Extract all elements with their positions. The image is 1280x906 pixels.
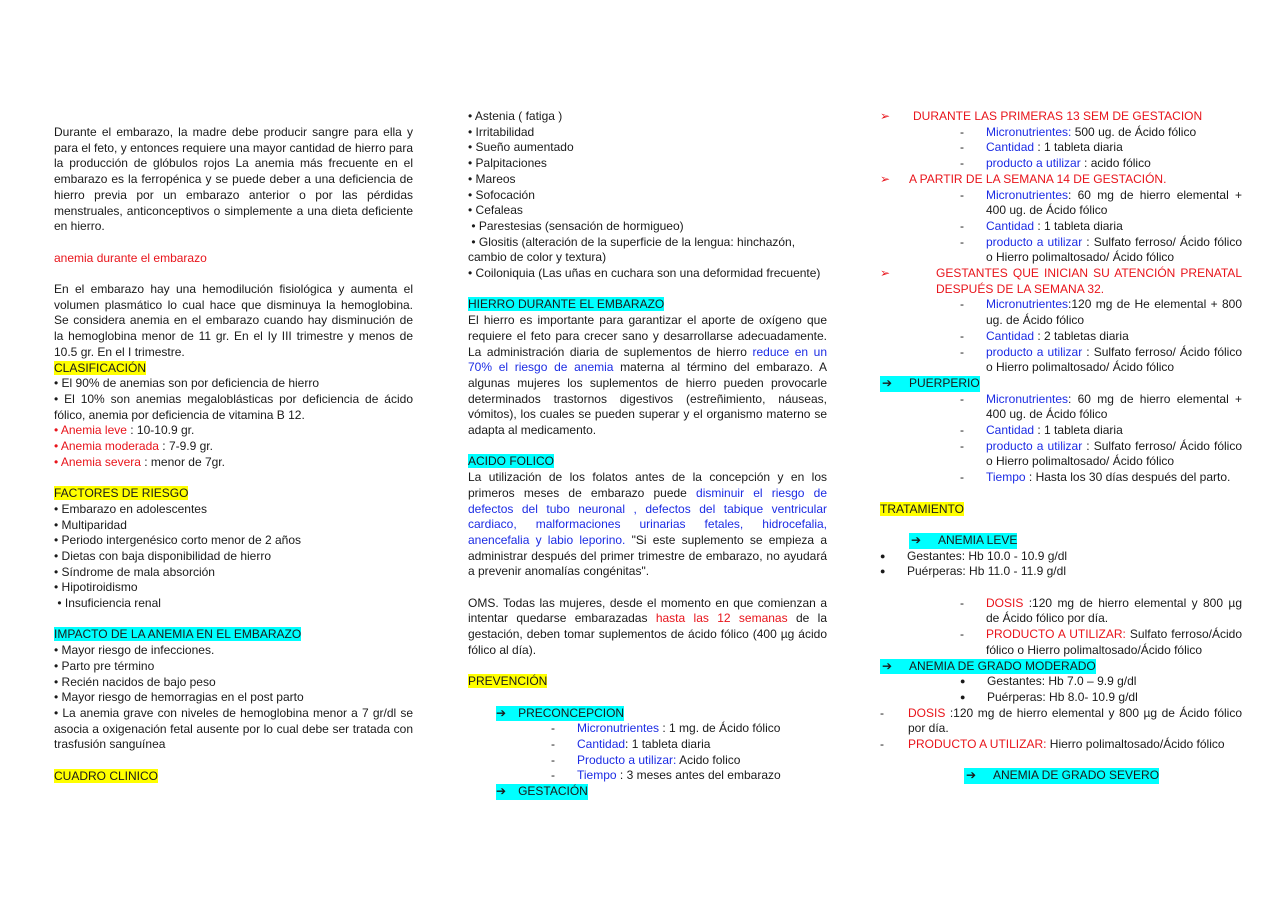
anemia-leve-label: ANEMIA LEVE <box>938 532 1018 547</box>
list-item: - Micronutrientes: 60 mg de hierro elemental + 400 ug. de Ácido fólico <box>960 187 1242 218</box>
list-item: • Multiparidad <box>54 517 127 532</box>
dot-icon: ● <box>960 691 966 702</box>
symptom-item: • Parestesias (sensación de hormigueo) <box>468 218 684 233</box>
tratamiento-heading: TRATAMIENTO <box>880 501 964 516</box>
list-item: • Síndrome de mala absorción <box>54 564 215 579</box>
arrow-right-icon: ➔ <box>496 706 518 722</box>
dash-icon: - <box>551 768 555 783</box>
list-item: • Parto pre término <box>54 658 155 673</box>
dash-icon: - <box>960 234 964 249</box>
anemia-moderado-label: ANEMIA DE GRADO MODERADO <box>909 658 1096 673</box>
dash-icon: - <box>960 297 964 312</box>
dash-icon: - <box>960 156 964 171</box>
dash-icon: - <box>551 752 555 767</box>
gestacion-label: GESTACIÓN <box>518 784 588 799</box>
list-item: - Cantidad : 1 tableta diaria <box>960 423 1123 438</box>
list-item: • Recién nacidos de bajo peso <box>54 674 216 689</box>
dash-icon: - <box>960 328 964 343</box>
intro-paragraph: Durante el embarazo, la madre debe producir sangre para ella y para el feto, y entonces requiere una mayor cantidad de hierro para la producción de glóbulos rojos La anemia más frecuente en el embarazo es la ferropénica y se puede deber a una deficiencia de hierro previa por un embarazo anterior o por las pérdidas menstruales, anticonceptivos o simplemente a una dieta deficiente en hierro. <box>54 125 413 234</box>
factores-heading: FACTORES DE RIESGO <box>54 486 189 501</box>
arrow-right-icon: ➔ <box>880 376 909 392</box>
list-item: - Micronutrientes : 1 mg. de Ácido fólico <box>551 721 781 736</box>
symptom-item: • Palpitaciones <box>468 156 547 171</box>
arrowhead-icon: ➢ <box>880 266 891 281</box>
dash-icon: - <box>960 124 964 139</box>
list-item: ● Gestantes: Hb 10.0 - 10.9 g/dl <box>880 548 1068 563</box>
list-item: ● Puérperas: Hb 8.0- 10.9 g/dl <box>960 689 1138 704</box>
dot-icon: ● <box>880 550 886 561</box>
symptom-item: • Coiloniquia (Las uñas en cuchara son una deformidad frecuente) <box>468 266 821 281</box>
clasificacion-heading: CLASIFICACIÓN <box>54 360 147 375</box>
anemia-severo-row <box>880 768 1242 784</box>
list-item: - DOSIS :120 mg de hierro elemental y 800 µg de Ácido fólico por día. <box>960 595 1242 626</box>
column-3 <box>880 109 1242 784</box>
list-item: - producto a utilizar : Sulfato ferroso/ Ácido fólico o Hierro polimaltosado/ Ácido fólico <box>960 344 1243 375</box>
primeras-heading: ➢ DURANTE LAS PRIMERAS 13 SEM DE GESTACION <box>880 109 1203 123</box>
list-item: - Tiempo : Hasta los 30 días después del parto. <box>960 470 1231 485</box>
severity-name: Anemia severa <box>60 454 141 469</box>
arrow-right-icon: ➔ <box>496 784 518 800</box>
dash-icon: - <box>960 344 964 359</box>
impacto-heading: IMPACTO DE LA ANEMIA EN EL EMBARAZO <box>54 627 302 642</box>
cuadro-clinico-heading: CUADRO CLINICO <box>54 768 159 783</box>
hierro-highlight: reduce en un 70% el riesgo de anemia <box>468 344 827 375</box>
dash-icon: - <box>960 470 964 485</box>
dash-icon: - <box>960 391 964 406</box>
severity-name: Anemia leve <box>60 423 127 438</box>
symptom-item: • Glositis (alteración de la superficie de la lengua: hinchazón, cambio de color y textura) <box>468 234 799 265</box>
list-item: • Periodo intergenésico corto menor de 2 años <box>54 533 302 548</box>
list-item: • Insuficiencia renal <box>54 596 161 611</box>
list-item: • El 90% de anemias son por deficiencia de hierro <box>54 376 320 391</box>
semana14-heading: ➢ A PARTIR DE LA SEMANA 14 DE GESTACIÓN. <box>880 171 1167 186</box>
dash-icon: - <box>960 423 964 438</box>
list-item: - DOSIS :120 mg de hierro elemental y 800 µg de Ácido fólico por día. <box>880 705 1242 736</box>
acido-folico-heading: ACIDO FOLICO <box>468 454 555 469</box>
oms-highlight: hasta las 12 semanas <box>655 611 788 626</box>
list-item: - Cantidad : 2 tabletas diaria <box>960 328 1129 343</box>
list-item: ● Gestantes: Hb 7.0 – 9.9 g/dl <box>960 674 1137 689</box>
column-2 <box>468 109 827 800</box>
symptom-item: • Sofocación <box>468 187 535 202</box>
list-item: • Embarazo en adolescentes <box>54 501 207 516</box>
symptom-item: • Sueño aumentado <box>468 140 574 155</box>
prevencion-heading: PREVENCIÓN <box>468 674 548 689</box>
preconcepcion-row <box>468 706 827 722</box>
list-item: - Cantidad : 1 tableta diaria <box>960 218 1123 233</box>
list-item: ● Puérperas: Hb 11.0 - 11.9 g/dl <box>880 564 1066 579</box>
list-item: - Producto a utilizar: Acido folico <box>551 752 741 767</box>
anemia-severo-label: ANEMIA DE GRADO SEVERO <box>993 768 1160 783</box>
acido-highlight: disminuir el riesgo de defectos del tubo neuronal , defectos del tabique ventricular cardiaco, malformaciones urinarias fetales, hidrocefalia, anencefalia y labio leporino. <box>468 485 827 547</box>
hierro-heading: HIERRO DURANTE EL EMBARAZO <box>468 297 665 312</box>
list-item: - Micronutrientes: 500 ug. de Ácido fólico <box>960 124 1197 139</box>
anemia-paragraph: En el embarazo hay una hemodilución fisiológica y aumenta el volumen plasmático lo cual hace que disminuya la hemoglobina. Se considera anemia en el embarazo cuando hay disminución de la hemoglobina menor de 11 gr. En el Iy III trimestre y menos de 10.5 gr. En el I trimestre. <box>54 282 413 359</box>
list-item: - producto a utilizar : Sulfato ferroso/ Ácido fólico o Hierro polimaltosado/ Ácido fólico <box>960 438 1243 469</box>
list-item: - producto a utilizar : Sulfato ferroso/ Ácido fólico o Hierro polimaltosado/ Ácido fólico <box>960 234 1243 265</box>
anemia-leve-row <box>880 533 1242 549</box>
list-item: • La anemia grave con niveles de hemoglobina menor a 7 gr/dl se asocia a oxigenación fetal ausente por lo cual debe ser tratada con trasfusión sanguínea <box>54 705 413 752</box>
symptom-item: • Mareos <box>468 171 516 186</box>
preconcepcion-label: PRECONCEPCION <box>518 705 625 720</box>
list-item: • El 10% son anemias megaloblásticas por deficiencia de ácido fólico, anemia por deficiencia de vitamina B 12. <box>54 391 413 422</box>
hierro-paragraph: El hierro es importante para garantizar el aporte de oxígeno que requiere el feto para crecer sano y desarrollarse adecuadamente. La administración diaria de suplementos de hierro reduce en un 70% el riesgo de anemia materna al término del embarazo. A algunas mujeres los suplementos de hierro pueden provocarle determinados trastornos digestivos (estreñimiento, náuseas, vómitos), los cuales se pueden superar y el organismo materno se adapta al medicamento. <box>468 313 827 438</box>
severity-item-leve: • Anemia leve : 10-10.9 gr. <box>54 423 195 438</box>
list-item: - Cantidad: 1 tableta diaria <box>551 737 711 752</box>
gestantes-heading: ➢ GESTANTES QUE INICIAN SU ATENCIÓN PRENATAL DESPUÉS DE LA SEMANA 32. <box>880 266 1242 296</box>
dash-icon: - <box>960 218 964 233</box>
severity-item-moderada: • Anemia moderada : 7-9.9 gr. <box>54 439 213 454</box>
severity-item-severa: • Anemia severa : menor de 7gr. <box>54 454 225 469</box>
list-item: - PRODUCTO A UTILIZAR: Sulfato ferroso/Ácido fólico o Hierro polimaltosado/Ácido fólico <box>960 627 1242 657</box>
arrow-right-icon: ➔ <box>964 768 993 784</box>
gestacion-row <box>468 784 827 800</box>
arrowhead-icon: ➢ <box>880 109 891 123</box>
anemia-title: anemia durante el embarazo <box>54 250 207 265</box>
list-item: - Tiempo : 3 meses antes del embarazo <box>551 768 781 783</box>
symptom-item: • Irritabilidad <box>468 124 535 139</box>
arrowhead-icon: ➢ <box>880 171 891 186</box>
list-item: - Micronutrientes:120 mg de He elemental + 800 ug. de Ácido fólico <box>960 297 1242 328</box>
list-item: - PRODUCTO A UTILIZAR: Hierro polimaltosado/Ácido fólico <box>880 737 1225 752</box>
list-item: - Cantidad : 1 tableta diaria <box>960 140 1123 155</box>
dash-icon: - <box>551 737 555 752</box>
dash-icon: - <box>551 721 555 736</box>
list-item: - producto a utilizar : acido fólico <box>960 156 1151 171</box>
puerperio-label: PUERPERIO <box>909 375 980 390</box>
dot-icon: ● <box>880 566 886 577</box>
dash-icon: - <box>880 737 884 752</box>
dot-icon: ● <box>960 676 966 687</box>
dash-icon: - <box>960 438 964 453</box>
dash-icon: - <box>960 140 964 155</box>
column-1 <box>54 125 413 784</box>
dash-icon: - <box>960 595 964 610</box>
dash-icon: - <box>960 627 964 642</box>
dash-icon: - <box>960 187 964 202</box>
symptom-item: • Astenia ( fatiga ) <box>468 109 563 123</box>
list-item: • Mayor riesgo de infecciones. <box>54 643 215 658</box>
anemia-moderado-row <box>880 659 1242 675</box>
acido-paragraph: La utilización de los folatos antes de la concepción y en los primeros meses de embarazo puede disminuir el riesgo de defectos del tubo neuronal , defectos del tabique ventricular cardiaco, malformaciones urinarias fetales, hidrocefalia, anencefalia y labio leporino. "Si este suplemento se empieza a administrar después del primer trimestre de embarazo, no ayudará a prevenir anomalías congénitas". <box>468 470 827 579</box>
arrow-right-icon: ➔ <box>909 533 938 549</box>
puerperio-row <box>880 376 1242 392</box>
symptom-item: • Cefaleas <box>468 203 523 218</box>
oms-paragraph: OMS. Todas las mujeres, desde el momento en que comienzan a intentar quedarse embarazadas hasta las 12 semanas de la gestación, deben tomar suplementos de ácido fólico (400 µg ácido fólico al día). <box>468 595 827 657</box>
severity-name: Anemia moderada <box>60 439 159 454</box>
list-item: • Hipotiroidismo <box>54 580 138 595</box>
list-item: • Mayor riesgo de hemorragias en el post parto <box>54 690 304 705</box>
list-item: • Dietas con baja disponibilidad de hierro <box>54 548 272 563</box>
arrow-right-icon: ➔ <box>880 659 909 675</box>
list-item: - Micronutrientes: 60 mg de hierro elemental + 400 ug. de Ácido fólico <box>960 391 1242 422</box>
dash-icon: - <box>880 705 884 720</box>
